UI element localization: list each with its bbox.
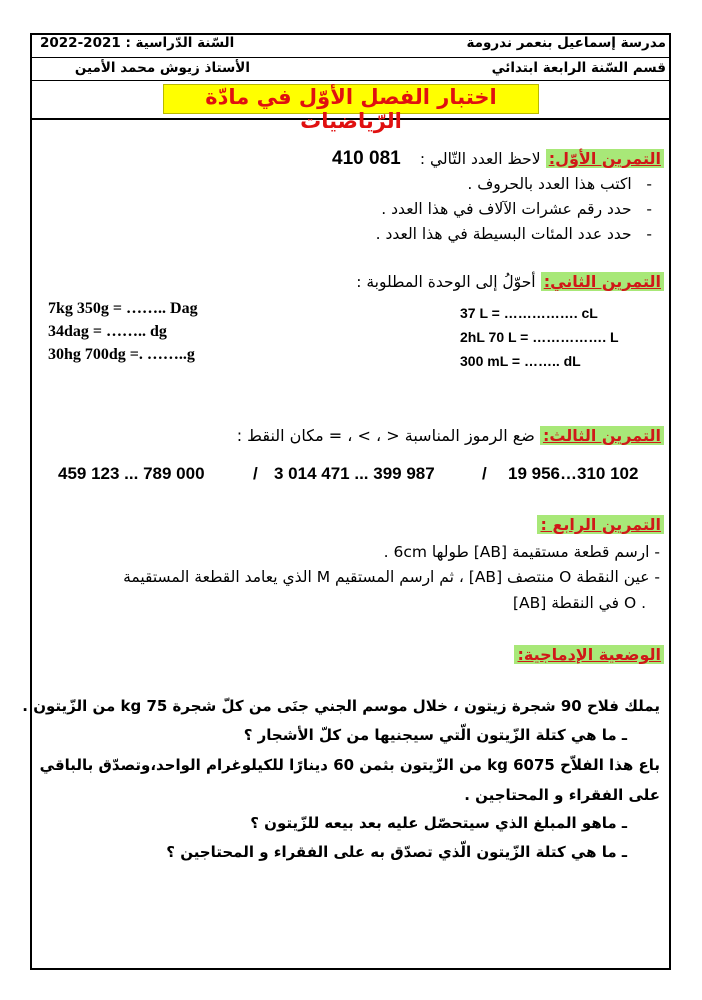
exercise-1-item-text: اكتب هذا العدد بالحروف . <box>467 175 632 193</box>
exercise-2-intro-line <box>64 272 664 291</box>
dash-marker: - <box>631 225 652 243</box>
year-value: 2022-2021 <box>40 35 121 51</box>
exercise-1-intro-line <box>64 148 664 170</box>
exercise-3-heading: التمرين الثالث: <box>540 426 664 445</box>
exercise-1-intro: لاحظ العدد التّالي : <box>419 150 541 168</box>
exercise-4-line: [AB] في النقطة O . <box>512 594 646 612</box>
exercise-1-number: 410 081 <box>332 148 401 169</box>
dash-marker: - <box>631 175 652 193</box>
school-year <box>40 35 260 51</box>
problem-question: ـ ما هي كتلة الزّيتون الّتي سيجنيها من كلّ الأشجار ؟ <box>243 726 627 744</box>
comparison-item: 19 956…310 102 <box>508 464 639 483</box>
conversion-right: 2hL 70 L = ……………. L <box>460 329 619 345</box>
integration-heading-line <box>364 645 664 664</box>
comparison-separator: / <box>482 464 487 483</box>
problem-paragraph: يملك فلاح 90 شجرة زيتون ، خلال موسم الجني جنَى من كلّ شجرة 75 kg من الزّيتون . <box>22 697 660 715</box>
school-name: مدرسة إسماعيل بنعمر ندرومة <box>466 35 666 51</box>
exercise-1-item <box>252 200 652 218</box>
exam-title: اختبار الفصل الأوّل في مادّة الرّياضيات <box>205 85 497 133</box>
comparison-item: 3 014 471 ... 399 987 <box>274 464 435 483</box>
teacher-name: الأستاذ زيوش محمد الأمين <box>74 60 250 76</box>
exercise-2-heading: التمرين الثاني: <box>541 272 664 291</box>
problem-question: ـ ما هي كتلة الزّيتون الّذي تصدّق به على الفقراء و المحتاجين ؟ <box>166 843 627 861</box>
exercise-1-heading: التمرين الأوّل: <box>546 149 664 168</box>
exercise-4-heading-line <box>364 515 664 534</box>
exercise-4-heading: التمرين الرابع : <box>537 515 664 534</box>
exercise-4-line: - عين النقطة O منتصف [AB] ، ثم ارسم المستقيم M الذي يعامد القطعة المستقيمة <box>123 568 660 586</box>
conversion-right: 300 mL = …….. dL <box>460 353 581 369</box>
conversion-left: 30hg 700dg =. ……..g <box>48 346 195 363</box>
problem-paragraph: على الفقراء و المحتاجين . <box>464 786 660 804</box>
dash-marker: - <box>631 200 652 218</box>
exercise-2-intro: أحوّلُ إلى الوحدة المطلوبة : <box>356 273 536 291</box>
exercise-1-item <box>252 225 652 243</box>
problem-paragraph: باع هذا الفلاّح 6075 kg من الزّيتون بثمن 60 دينارًا للكيلوغرام الواحد،وتصدّق بالباقي <box>39 756 660 774</box>
exercise-1-item <box>252 175 652 193</box>
header-divider <box>30 57 671 58</box>
conversion-left: 7kg 350g = …….. Dag <box>48 300 198 317</box>
conversion-right: 37 L = ……………. cL <box>460 305 598 321</box>
exercise-1-item-text: حدد عدد المئات البسيطة في هذا العدد . <box>375 225 632 243</box>
integration-heading: الوضعية الإدماجية: <box>514 645 664 664</box>
exercise-4-line: - ارسم قطعة مستقيمة [AB] طولها 6cm . <box>383 543 660 561</box>
exercise-3-intro-line <box>64 426 664 445</box>
comparison-item: 459 123 ... 789 000 <box>58 464 205 483</box>
problem-question: ـ ماهو المبلغ الذي سيتحصّل عليه بعد بيعه للزّيتون ؟ <box>250 814 627 832</box>
year-label: السّنة الدّراسية : <box>125 35 235 51</box>
exercise-3-intro: ضع الرموز المناسبة < ، > ، = مكان النقط : <box>236 426 535 445</box>
header-divider-2 <box>30 80 671 81</box>
conversion-left: 34dag = …….. dg <box>48 323 167 340</box>
department: قسم السّنة الرابعة ابتدائي <box>491 60 666 76</box>
comparison-separator: / <box>253 464 258 483</box>
exercise-1-item-text: حدد رقم عشرات الآلاف في هذا العدد . <box>381 200 632 218</box>
